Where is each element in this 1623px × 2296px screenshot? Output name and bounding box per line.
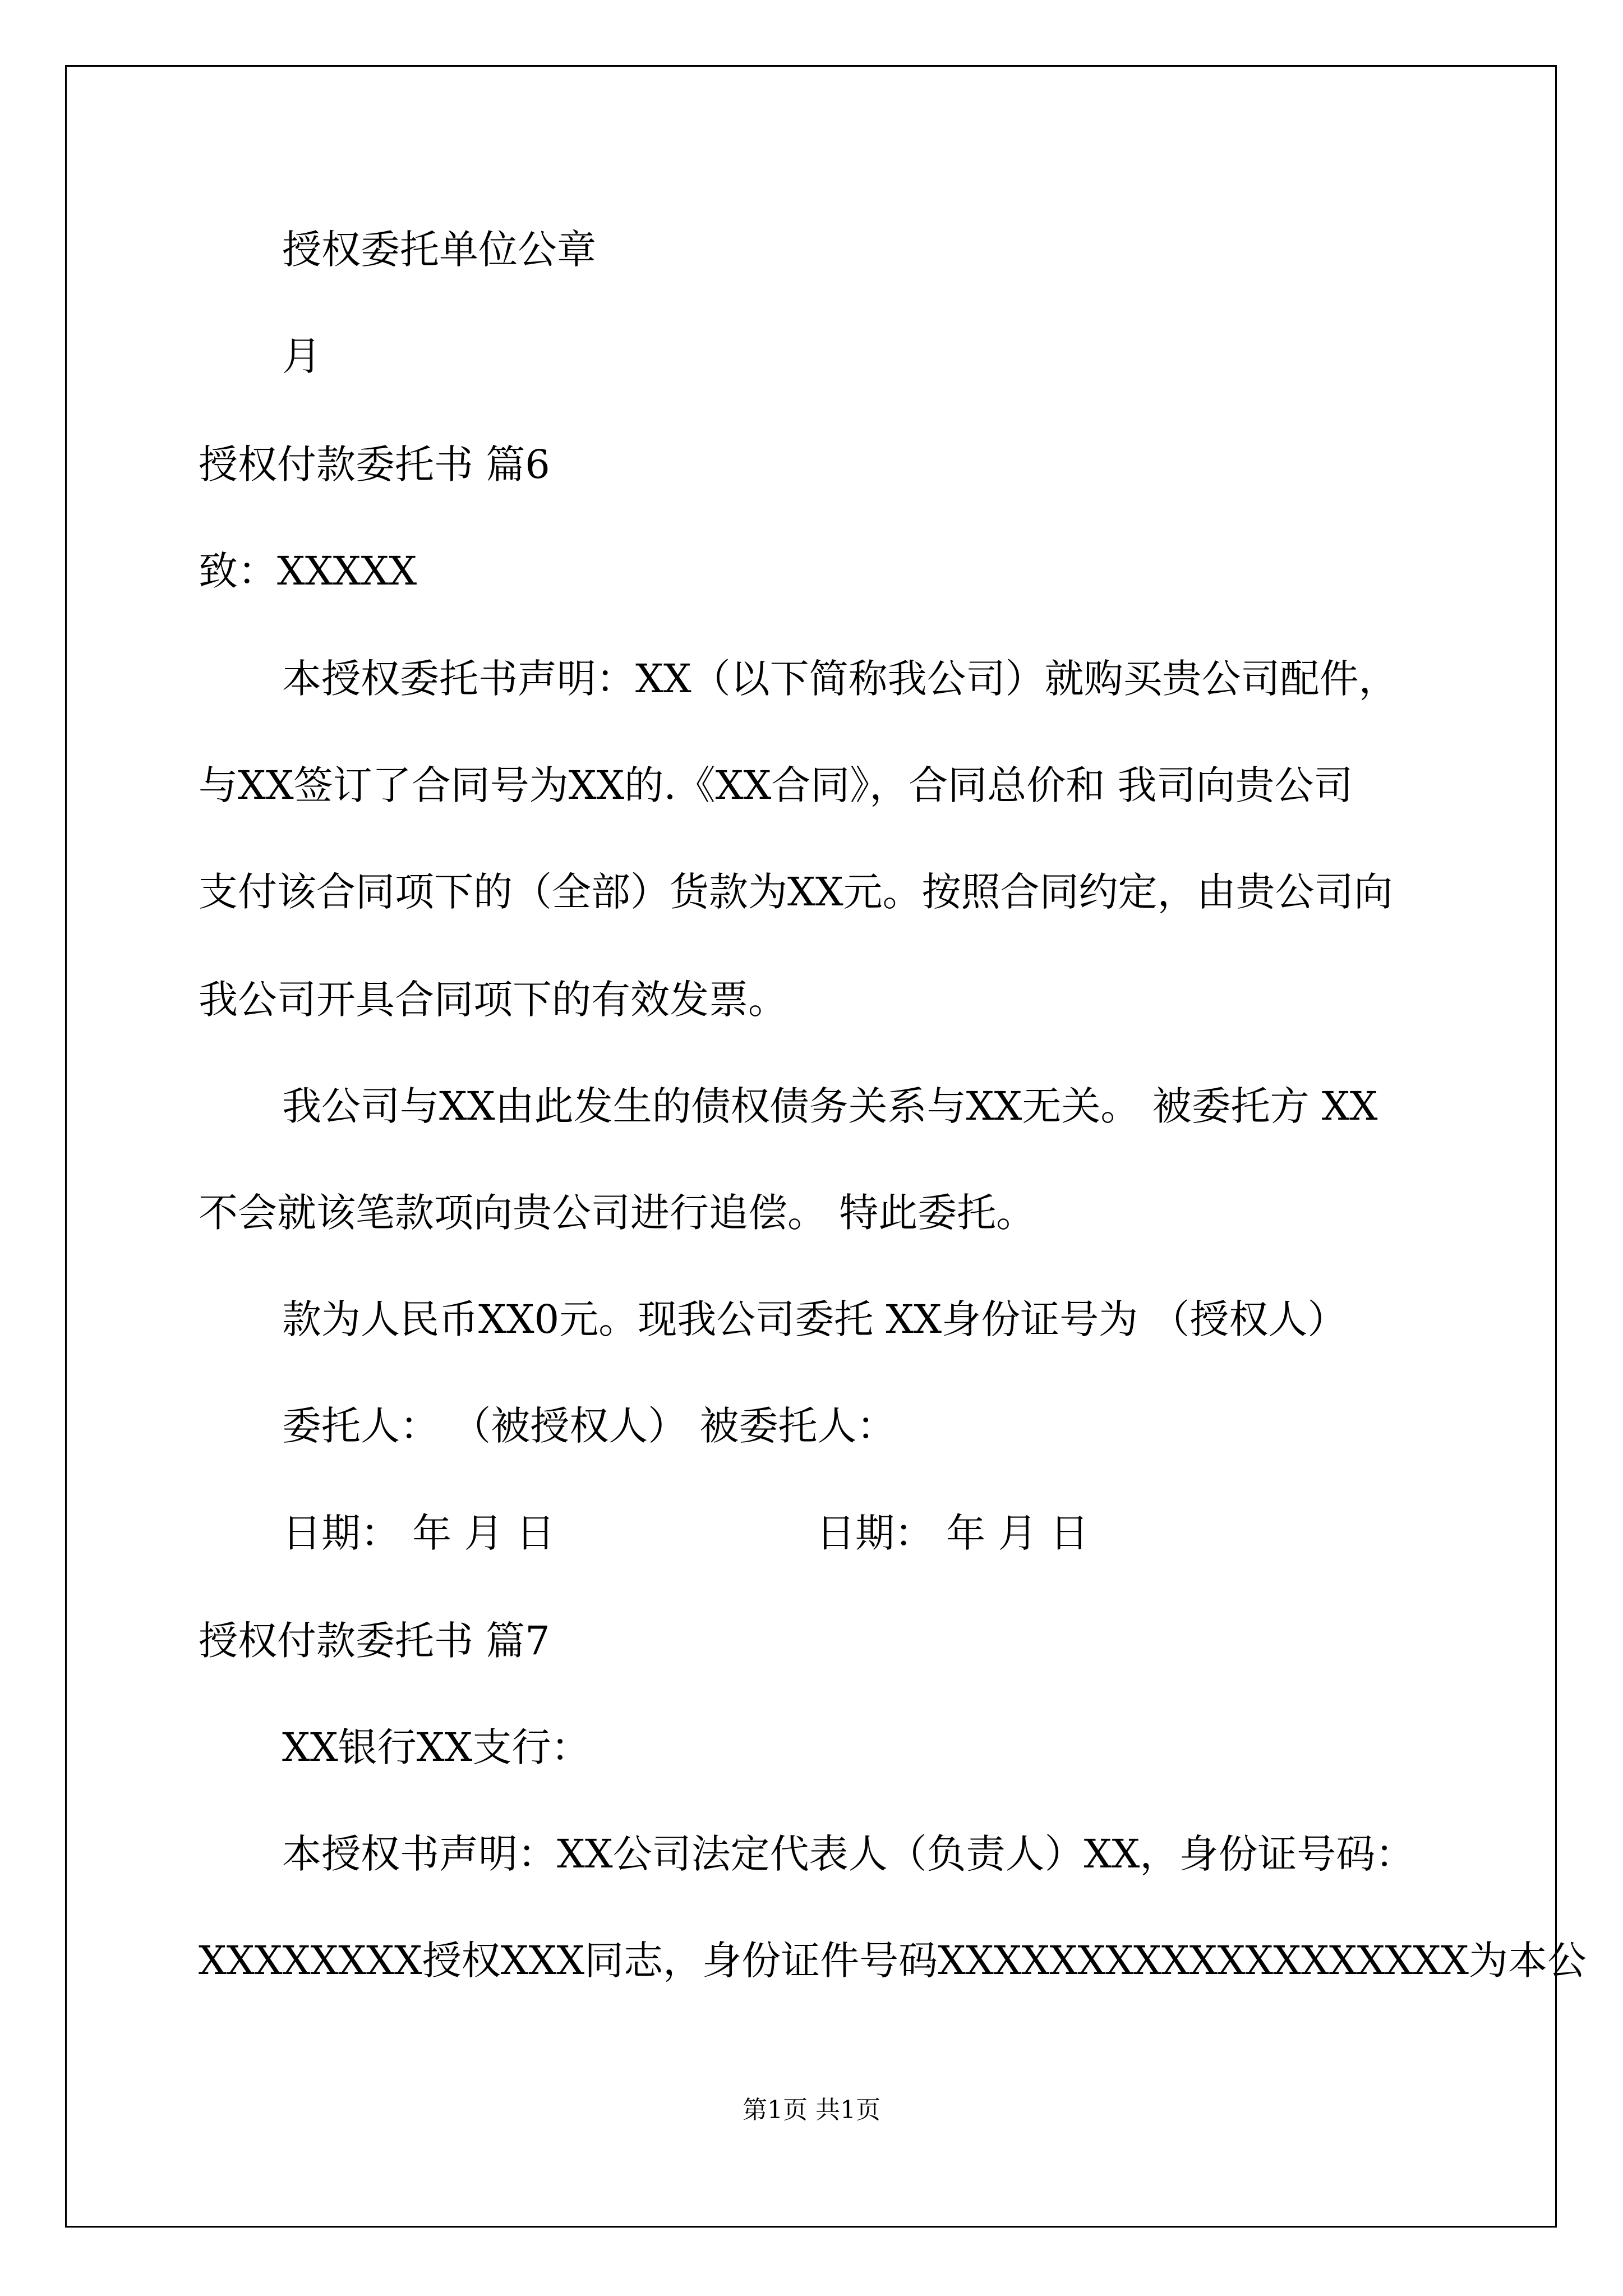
- section-heading-6: 授权付款委托书 篇6: [199, 441, 550, 487]
- addressee-line: XX银行XX支行：: [282, 1724, 591, 1770]
- date-line-right: 日期： 年 月 日: [816, 1510, 1089, 1556]
- paragraph-line: XXXXXXXX授权XXX同志，身份证件号码XXXXXXXXXXXXXXXXXXX为本公: [199, 1938, 1587, 1984]
- section-heading-7: 授权付款委托书 篇7: [199, 1618, 550, 1664]
- paragraph-line: 我公司开具合同项下的有效发票。: [199, 977, 787, 1023]
- paragraph-line: 不会就该笔款项向贵公司进行追偿。 特此委托。: [199, 1190, 1036, 1236]
- paragraph-line: 款为人民币XX0元。现我公司委托 XX身份证号为 （授权人）: [282, 1296, 1347, 1342]
- month-line: 月: [282, 333, 321, 379]
- paragraph-line: 与XX签订了合同号为XX的.《XX合同》，合同总价和 我司向贵公司: [199, 762, 1353, 808]
- signatory-line: 委托人： （被授权人） 被委托人：: [282, 1403, 896, 1449]
- paragraph-line: 支付该合同项下的（全部）货款为XX元。按照合同约定，由贵公司向: [199, 869, 1393, 915]
- addressee-line: 致：XXXXX: [199, 548, 417, 594]
- page-border: [65, 65, 1557, 2228]
- date-line-left: 日期： 年 月 日: [282, 1510, 555, 1556]
- paragraph-line: 本授权书声明：XX公司法定代表人（负责人）XX，身份证号码：: [282, 1831, 1415, 1877]
- page-footer: 第1页 共1页: [743, 2096, 880, 2124]
- seal-line: 授权委托单位公章: [282, 227, 596, 273]
- paragraph-line: 我公司与XX由此发生的债权债务关系与XX无关。 被委托方 XX: [282, 1083, 1378, 1129]
- paragraph-line: 本授权委托书声明：XX（以下简称我公司）就购买贵公司配件，: [282, 656, 1398, 702]
